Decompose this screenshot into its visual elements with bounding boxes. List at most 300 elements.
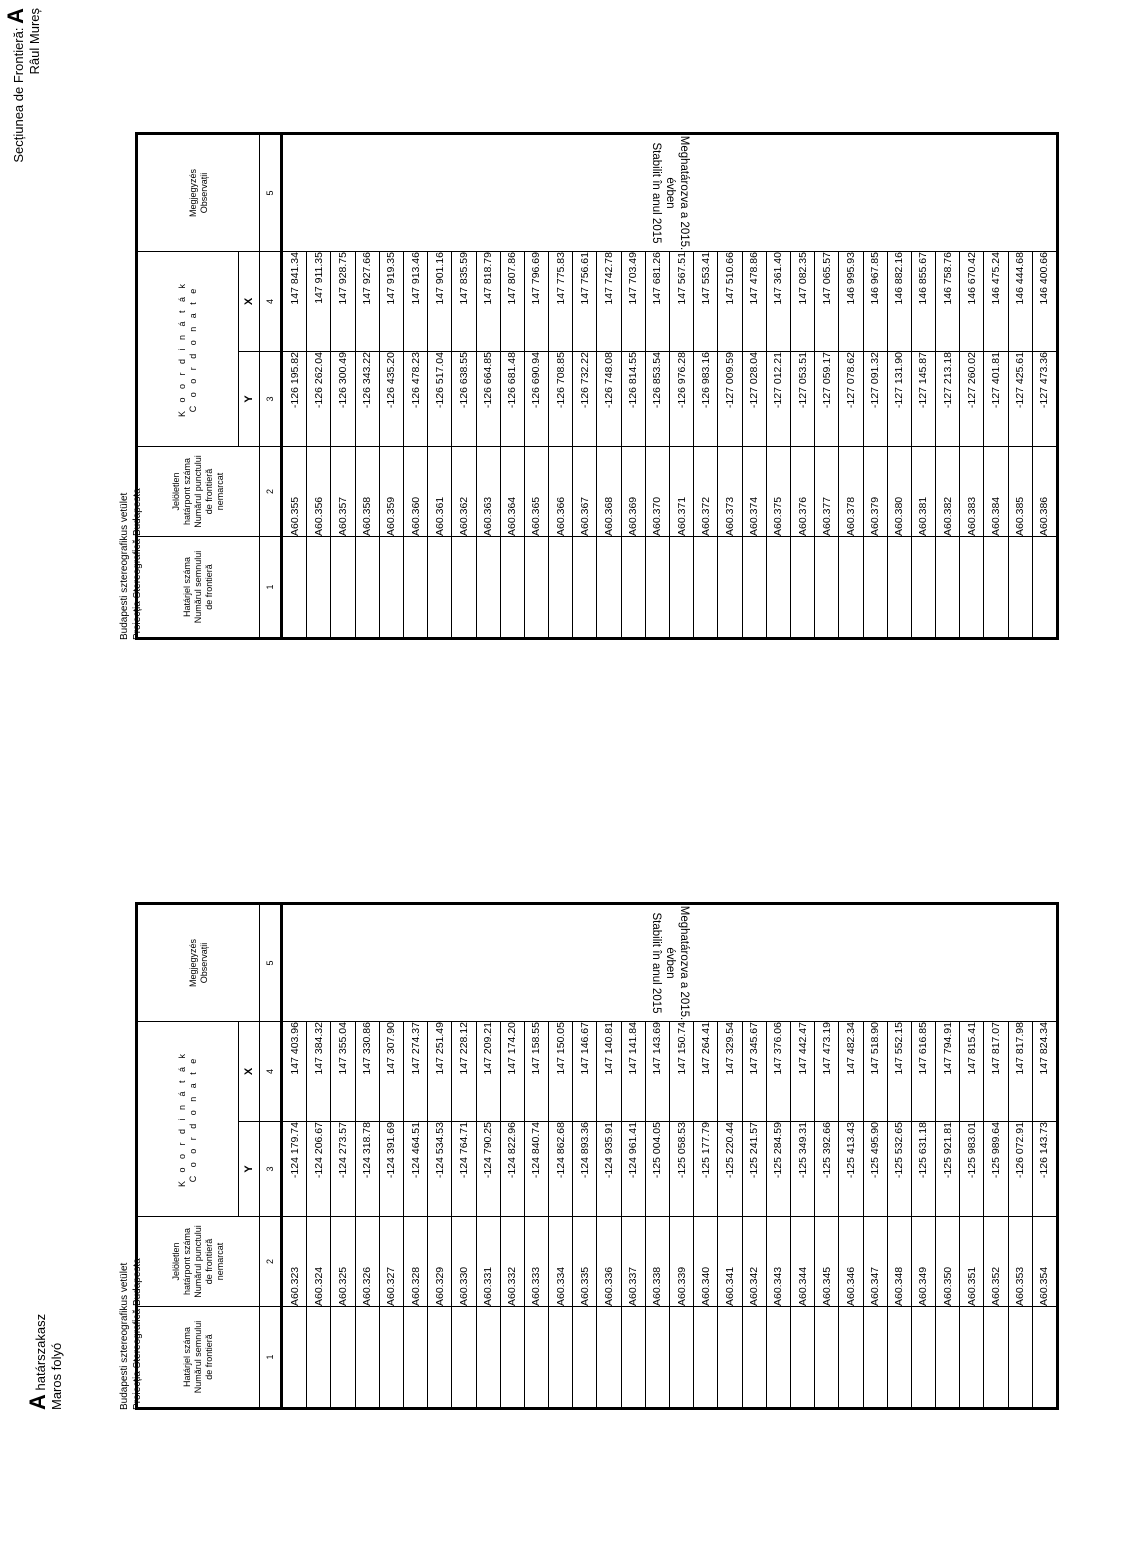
y-coordinate-cell: -125 413.43 <box>839 1122 863 1217</box>
x-coordinate-cell: 147 518.90 <box>863 1022 887 1122</box>
mark-number-cell <box>984 1307 1008 1409</box>
point-number-cell: A60.328 <box>403 1217 427 1307</box>
x-coordinate-cell: 146 670.42 <box>960 252 984 352</box>
header-line: Jelöletlen <box>171 1242 181 1281</box>
mark-number-cell <box>742 1307 766 1409</box>
y-coordinate-cell: -126 814.55 <box>621 352 645 447</box>
y-coordinate-cell: -126 976.28 <box>670 352 694 447</box>
mark-number-cell <box>936 1307 960 1409</box>
x-coordinate-cell: 147 553.41 <box>694 252 718 352</box>
x-coordinate-cell: 147 818.79 <box>476 252 500 352</box>
header-line: Numărul punctului <box>193 455 203 528</box>
x-coordinate-cell: 147 919.35 <box>379 252 403 352</box>
x-coordinate-cell: 147 264.41 <box>694 1022 718 1122</box>
point-number-cell: A60.333 <box>524 1217 548 1307</box>
y-coordinate-cell: -127 028.04 <box>742 352 766 447</box>
mark-number-cell <box>766 537 790 639</box>
point-number-cell: A60.343 <box>766 1217 790 1307</box>
y-coordinate-cell: -124 534.53 <box>428 1122 452 1217</box>
point-number-cell: A60.335 <box>573 1217 597 1307</box>
column-number: 3 <box>260 1122 282 1217</box>
mark-number-cell <box>379 1307 403 1409</box>
point-number-cell: A60.325 <box>331 1217 355 1307</box>
point-number-cell: A60.338 <box>645 1217 669 1307</box>
point-number-cell: A60.373 <box>718 447 742 537</box>
x-coordinate-cell: 147 901.16 <box>428 252 452 352</box>
mark-number-cell <box>911 537 935 639</box>
x-coordinate-cell: 147 065.57 <box>815 252 839 352</box>
point-number-cell: A60.385 <box>1008 447 1032 537</box>
x-coordinate-cell: 147 228.12 <box>452 1022 476 1122</box>
mark-number-cell <box>790 1307 814 1409</box>
x-coordinate-cell: 147 143.69 <box>645 1022 669 1122</box>
x-coordinate-cell: 147 150.05 <box>549 1022 573 1122</box>
x-coordinate-cell: 147 174.20 <box>500 1022 524 1122</box>
x-coordinate-cell: 147 928.75 <box>331 252 355 352</box>
y-coordinate-cell: -127 078.62 <box>839 352 863 447</box>
y-coordinate-cell: -124 893.36 <box>573 1122 597 1217</box>
mark-number-cell <box>524 537 548 639</box>
mark-number-cell <box>621 1307 645 1409</box>
mark-number-cell <box>282 1307 307 1409</box>
mark-number-cell <box>597 1307 621 1409</box>
y-coordinate-cell: -125 495.90 <box>863 1122 887 1217</box>
mark-number-cell <box>984 537 1008 639</box>
observation-note <box>282 904 1058 1022</box>
point-number-cell: A60.354 <box>1032 1217 1057 1307</box>
y-coordinate-cell: -125 058.53 <box>670 1122 694 1217</box>
point-number-cell: A60.374 <box>742 447 766 537</box>
note-hu: Meghatározva a 2015. évben <box>663 135 690 251</box>
y-coordinate-cell: -124 840.74 <box>524 1122 548 1217</box>
point-number-cell: A60.359 <box>379 447 403 537</box>
note-hu: Meghatározva a 2015. évben <box>663 905 690 1021</box>
mark-number-cell <box>839 537 863 639</box>
y-coordinate-cell: -126 690.94 <box>524 352 548 447</box>
x-coordinate-cell: 147 146.67 <box>573 1022 597 1122</box>
col-header-y: Y <box>239 352 260 447</box>
table-row <box>282 904 307 1409</box>
mark-number-cell <box>549 537 573 639</box>
y-coordinate-cell: -126 300.49 <box>331 352 355 447</box>
column-number: 5 <box>260 134 282 252</box>
projection-ro: Proiecția Stereografică Budapesta <box>132 488 143 640</box>
mark-number-cell <box>621 537 645 639</box>
point-number-cell: A60.386 <box>1032 447 1057 537</box>
x-coordinate-cell: 147 775.83 <box>549 252 573 352</box>
section-header-hu <box>25 1313 65 1410</box>
mark-number-cell <box>476 537 500 639</box>
river-name-ro: Râul Mureș <box>27 8 42 75</box>
y-coordinate-cell: -126 638.55 <box>452 352 476 447</box>
point-number-cell: A60.340 <box>694 1217 718 1307</box>
col-header-y: Y <box>239 1122 260 1217</box>
y-coordinate-cell: -125 004.05 <box>645 1122 669 1217</box>
x-coordinate-cell: 147 329.54 <box>718 1022 742 1122</box>
y-coordinate-cell: -126 681.48 <box>500 352 524 447</box>
point-number-cell: A60.351 <box>960 1217 984 1307</box>
mark-number-cell <box>573 537 597 639</box>
y-coordinate-cell: -126 708.85 <box>549 352 573 447</box>
x-coordinate-cell: 147 911.35 <box>307 252 331 352</box>
mark-number-cell <box>936 537 960 639</box>
y-coordinate-cell: -125 392.66 <box>815 1122 839 1217</box>
x-coordinate-cell: 146 967.85 <box>863 252 887 352</box>
section-label-hu: határszakasz <box>33 1313 48 1391</box>
y-coordinate-cell: -124 179.74 <box>282 1122 307 1217</box>
mark-number-cell <box>742 537 766 639</box>
observation-note <box>282 134 1058 252</box>
mark-number-cell <box>452 1307 476 1409</box>
col-header-x: X <box>239 252 260 352</box>
mark-number-cell <box>645 537 669 639</box>
header-line: Határjel száma <box>182 556 192 618</box>
x-coordinate-cell: 146 855.67 <box>911 252 935 352</box>
y-coordinate-cell: -127 260.02 <box>960 352 984 447</box>
x-coordinate-cell: 147 742.78 <box>597 252 621 352</box>
x-coordinate-cell: 147 141.84 <box>621 1022 645 1122</box>
header-line: de frontieră <box>204 564 214 610</box>
x-coordinate-cell: 147 794.91 <box>936 1022 960 1122</box>
x-coordinate-cell: 146 444.68 <box>1008 252 1032 352</box>
x-coordinate-cell: 147 817.98 <box>1008 1022 1032 1122</box>
mark-number-cell <box>1008 537 1032 639</box>
y-coordinate-cell: -124 464.51 <box>403 1122 427 1217</box>
mark-number-cell <box>1008 1307 1032 1409</box>
x-coordinate-cell: 146 882.16 <box>887 252 911 352</box>
point-number-cell: A60.370 <box>645 447 669 537</box>
header-line: de frontieră <box>204 1238 214 1285</box>
col-header-mark-number <box>137 537 260 639</box>
column-number: 4 <box>260 252 282 352</box>
y-coordinate-cell: -127 059.17 <box>815 352 839 447</box>
mark-number-cell <box>428 537 452 639</box>
x-coordinate-cell: 147 274.37 <box>403 1022 427 1122</box>
header-line: C o o r d o n a t e <box>188 1055 198 1183</box>
header-line: nemarcat <box>215 472 225 511</box>
mark-number-cell <box>670 537 694 639</box>
y-coordinate-cell: -127 131.90 <box>887 352 911 447</box>
header-line: Observații <box>198 172 209 214</box>
col-header-coordinates <box>137 1022 239 1217</box>
point-number-cell: A60.331 <box>476 1217 500 1307</box>
col-header-mark-number <box>137 1307 260 1409</box>
x-coordinate-cell: 147 384.32 <box>307 1022 331 1122</box>
header-line: Observații <box>198 942 209 984</box>
column-number: 1 <box>260 537 282 639</box>
mark-number-cell <box>428 1307 452 1409</box>
x-coordinate-cell: 147 209.21 <box>476 1022 500 1122</box>
header-line: de frontieră <box>204 468 214 515</box>
y-coordinate-cell: -124 790.25 <box>476 1122 500 1217</box>
y-coordinate-cell: -124 206.67 <box>307 1122 331 1217</box>
header-line: határpont száma <box>182 1227 192 1296</box>
point-number-cell: A60.330 <box>452 1217 476 1307</box>
point-number-cell: A60.349 <box>911 1217 935 1307</box>
point-number-cell: A60.334 <box>549 1217 573 1307</box>
y-coordinate-cell: -127 401.81 <box>984 352 1008 447</box>
x-coordinate-cell: 147 330.86 <box>355 1022 379 1122</box>
y-coordinate-cell: -127 473.36 <box>1032 352 1057 447</box>
note-ro: Stabilit în anul 2015 <box>649 912 662 1014</box>
x-coordinate-cell: 147 307.90 <box>379 1022 403 1122</box>
mark-number-cell <box>403 537 427 639</box>
section-header-ro <box>3 8 43 168</box>
point-number-cell: A60.324 <box>307 1217 331 1307</box>
y-coordinate-cell: -127 145.87 <box>911 352 935 447</box>
x-coordinate-cell: 147 703.49 <box>621 252 645 352</box>
point-number-cell: A60.336 <box>597 1217 621 1307</box>
y-coordinate-cell: -125 349.31 <box>790 1122 814 1217</box>
point-number-cell: A60.377 <box>815 447 839 537</box>
y-coordinate-cell: -127 009.59 <box>718 352 742 447</box>
col-header-x: X <box>239 1022 260 1122</box>
point-number-cell: A60.353 <box>1008 1217 1032 1307</box>
x-coordinate-cell: 147 616.85 <box>911 1022 935 1122</box>
mark-number-cell <box>887 537 911 639</box>
point-number-cell: A60.332 <box>500 1217 524 1307</box>
x-coordinate-cell: 147 552.15 <box>887 1022 911 1122</box>
mark-number-cell <box>839 1307 863 1409</box>
river-name-hu: Maros folyó <box>49 1342 64 1410</box>
col-header-point-number <box>137 1217 260 1307</box>
column-number: 5 <box>260 904 282 1022</box>
mark-number-cell <box>960 537 984 639</box>
x-coordinate-cell: 147 082.35 <box>790 252 814 352</box>
mark-number-cell <box>500 1307 524 1409</box>
point-number-cell: A60.358 <box>355 447 379 537</box>
point-number-cell: A60.365 <box>524 447 548 537</box>
x-coordinate-cell: 147 473.19 <box>815 1022 839 1122</box>
point-number-cell: A60.366 <box>549 447 573 537</box>
point-number-cell: A60.346 <box>839 1217 863 1307</box>
x-coordinate-cell: 147 824.34 <box>1032 1022 1057 1122</box>
x-coordinate-cell: 147 478.86 <box>742 252 766 352</box>
x-coordinate-cell: 146 400.66 <box>1032 252 1057 352</box>
x-coordinate-cell: 147 355.04 <box>331 1022 355 1122</box>
point-number-cell: A60.382 <box>936 447 960 537</box>
y-coordinate-cell: -125 220.44 <box>718 1122 742 1217</box>
column-number: 1 <box>260 1307 282 1409</box>
point-number-cell: A60.327 <box>379 1217 403 1307</box>
projection-ro: Proiecția Stereografică Budapesta <box>132 1258 143 1410</box>
point-number-cell: A60.381 <box>911 447 935 537</box>
x-coordinate-cell: 147 681.26 <box>645 252 669 352</box>
point-number-cell: A60.363 <box>476 447 500 537</box>
column-number: 2 <box>260 1217 282 1307</box>
y-coordinate-cell: -126 195.82 <box>282 352 307 447</box>
x-coordinate-cell: 147 835.59 <box>452 252 476 352</box>
y-coordinate-cell: -127 091.32 <box>863 352 887 447</box>
y-coordinate-cell: -125 532.65 <box>887 1122 911 1217</box>
projection-hu: Budapesti sztereografikus vetület <box>119 1262 130 1410</box>
point-number-cell: A60.379 <box>863 447 887 537</box>
mark-number-cell <box>670 1307 694 1409</box>
point-number-cell: A60.329 <box>428 1217 452 1307</box>
mark-number-cell <box>911 1307 935 1409</box>
y-coordinate-cell: -124 935.91 <box>597 1122 621 1217</box>
y-coordinate-cell: -125 177.79 <box>694 1122 718 1217</box>
column-number: 2 <box>260 447 282 537</box>
y-coordinate-cell: -124 822.96 <box>500 1122 524 1217</box>
x-coordinate-cell: 147 817.07 <box>984 1022 1008 1122</box>
col-header-observations <box>137 904 260 1022</box>
section-letter: A <box>25 1394 50 1410</box>
mark-number-cell <box>597 537 621 639</box>
point-number-cell: A60.350 <box>936 1217 960 1307</box>
col-header-observations <box>137 134 260 252</box>
y-coordinate-cell: -124 961.41 <box>621 1122 645 1217</box>
y-coordinate-cell: -126 143.73 <box>1032 1122 1057 1217</box>
x-coordinate-cell: 147 841.34 <box>282 252 307 352</box>
header-line: Megjegyzés <box>187 938 198 988</box>
point-number-cell: A60.384 <box>984 447 1008 537</box>
y-coordinate-cell: -127 053.51 <box>790 352 814 447</box>
header-line: Jelöletlen <box>171 472 181 511</box>
point-number-cell: A60.361 <box>428 447 452 537</box>
point-number-cell: A60.339 <box>670 1217 694 1307</box>
mark-number-cell <box>500 537 524 639</box>
mark-number-cell <box>960 1307 984 1409</box>
x-coordinate-cell: 147 403.96 <box>282 1022 307 1122</box>
mark-number-cell <box>452 537 476 639</box>
header-line: de frontieră <box>204 1334 214 1380</box>
mark-number-cell <box>718 1307 742 1409</box>
mark-number-cell <box>549 1307 573 1409</box>
header-line: K o o r d i n á t á k <box>177 280 187 418</box>
point-number-cell: A60.378 <box>839 447 863 537</box>
point-number-cell: A60.376 <box>790 447 814 537</box>
section-letter-ro: A <box>3 8 28 24</box>
y-coordinate-cell: -125 921.81 <box>936 1122 960 1217</box>
x-coordinate-cell: 147 442.47 <box>790 1022 814 1122</box>
x-coordinate-cell: 147 251.49 <box>428 1022 452 1122</box>
y-coordinate-cell: -125 241.57 <box>742 1122 766 1217</box>
point-number-cell: A60.369 <box>621 447 645 537</box>
table-row <box>282 134 307 639</box>
header-line: K o o r d i n á t á k <box>177 1050 187 1188</box>
x-coordinate-cell: 147 756.61 <box>573 252 597 352</box>
x-coordinate-cell: 147 482.34 <box>839 1022 863 1122</box>
y-coordinate-cell: -126 748.08 <box>597 352 621 447</box>
point-number-cell: A60.344 <box>790 1217 814 1307</box>
mark-number-cell <box>863 537 887 639</box>
x-coordinate-cell: 147 376.06 <box>766 1022 790 1122</box>
y-coordinate-cell: -125 983.01 <box>960 1122 984 1217</box>
x-coordinate-cell: 147 796.69 <box>524 252 548 352</box>
point-number-cell: A60.341 <box>718 1217 742 1307</box>
header-line: Numărul punctului <box>193 1225 203 1298</box>
point-number-cell: A60.360 <box>403 447 427 537</box>
x-coordinate-cell: 147 927.66 <box>355 252 379 352</box>
x-coordinate-cell: 147 807.86 <box>500 252 524 352</box>
mark-number-cell <box>331 1307 355 1409</box>
mark-number-cell <box>331 537 355 639</box>
y-coordinate-cell: -126 664.85 <box>476 352 500 447</box>
y-coordinate-cell: -127 425.61 <box>1008 352 1032 447</box>
y-coordinate-cell: -127 213.18 <box>936 352 960 447</box>
y-coordinate-cell: -126 983.16 <box>694 352 718 447</box>
x-coordinate-cell: 147 567.51 <box>670 252 694 352</box>
header-line: nemarcat <box>215 1242 225 1281</box>
point-number-cell: A60.347 <box>863 1217 887 1307</box>
header-line: Megjegyzés <box>187 168 198 218</box>
y-coordinate-cell: -124 273.57 <box>331 1122 355 1217</box>
mark-number-cell <box>766 1307 790 1409</box>
point-number-cell: A60.337 <box>621 1217 645 1307</box>
mark-number-cell <box>524 1307 548 1409</box>
point-number-cell: A60.375 <box>766 447 790 537</box>
header-line: Numărul semnului <box>193 550 203 624</box>
point-number-cell: A60.367 <box>573 447 597 537</box>
mark-number-cell <box>307 1307 331 1409</box>
x-coordinate-cell: 147 140.81 <box>597 1022 621 1122</box>
point-number-cell: A60.342 <box>742 1217 766 1307</box>
point-number-cell: A60.326 <box>355 1217 379 1307</box>
y-coordinate-cell: -126 435.20 <box>379 352 403 447</box>
col-header-point-number <box>137 447 260 537</box>
y-coordinate-cell: -127 012.21 <box>766 352 790 447</box>
mark-number-cell <box>790 537 814 639</box>
x-coordinate-cell: 147 158.55 <box>524 1022 548 1122</box>
point-number-cell: A60.380 <box>887 447 911 537</box>
y-coordinate-cell: -125 631.18 <box>911 1122 935 1217</box>
point-number-cell: A60.368 <box>597 447 621 537</box>
x-coordinate-cell: 147 150.74 <box>670 1022 694 1122</box>
section-label-ro: Secțiunea de Frontieră: <box>11 27 26 163</box>
column-number: 4 <box>260 1022 282 1122</box>
y-coordinate-cell: -126 517.04 <box>428 352 452 447</box>
point-number-cell: A60.357 <box>331 447 355 537</box>
point-number-cell: A60.348 <box>887 1217 911 1307</box>
y-coordinate-cell: -126 343.22 <box>355 352 379 447</box>
note-ro: Stabilit în anul 2015 <box>649 142 662 244</box>
header-line: C o o r d o n a t e <box>188 285 198 413</box>
point-number-cell: A60.356 <box>307 447 331 537</box>
point-number-cell: A60.323 <box>282 1217 307 1307</box>
point-number-cell: A60.364 <box>500 447 524 537</box>
y-coordinate-cell: -126 853.54 <box>645 352 669 447</box>
point-number-cell: A60.371 <box>670 447 694 537</box>
mark-number-cell <box>887 1307 911 1409</box>
mark-number-cell <box>1032 1307 1057 1409</box>
coordinates-table <box>135 132 1059 640</box>
mark-number-cell <box>718 537 742 639</box>
y-coordinate-cell: -124 764.71 <box>452 1122 476 1217</box>
mark-number-cell <box>863 1307 887 1409</box>
point-number-cell: A60.345 <box>815 1217 839 1307</box>
mark-number-cell <box>476 1307 500 1409</box>
mark-number-cell <box>573 1307 597 1409</box>
mark-number-cell <box>694 1307 718 1409</box>
y-coordinate-cell: -125 284.59 <box>766 1122 790 1217</box>
mark-number-cell <box>282 537 307 639</box>
point-number-cell: A60.355 <box>282 447 307 537</box>
y-coordinate-cell: -126 732.22 <box>573 352 597 447</box>
column-number: 3 <box>260 352 282 447</box>
mark-number-cell <box>694 537 718 639</box>
mark-number-cell <box>379 537 403 639</box>
x-coordinate-cell: 146 995.93 <box>839 252 863 352</box>
point-number-cell: A60.383 <box>960 447 984 537</box>
x-coordinate-cell: 147 361.40 <box>766 252 790 352</box>
y-coordinate-cell: -124 318.78 <box>355 1122 379 1217</box>
point-number-cell: A60.352 <box>984 1217 1008 1307</box>
coordinates-table <box>135 902 1059 1410</box>
header-line: Numărul semnului <box>193 1320 203 1394</box>
mark-number-cell <box>815 537 839 639</box>
y-coordinate-cell: -124 862.68 <box>549 1122 573 1217</box>
